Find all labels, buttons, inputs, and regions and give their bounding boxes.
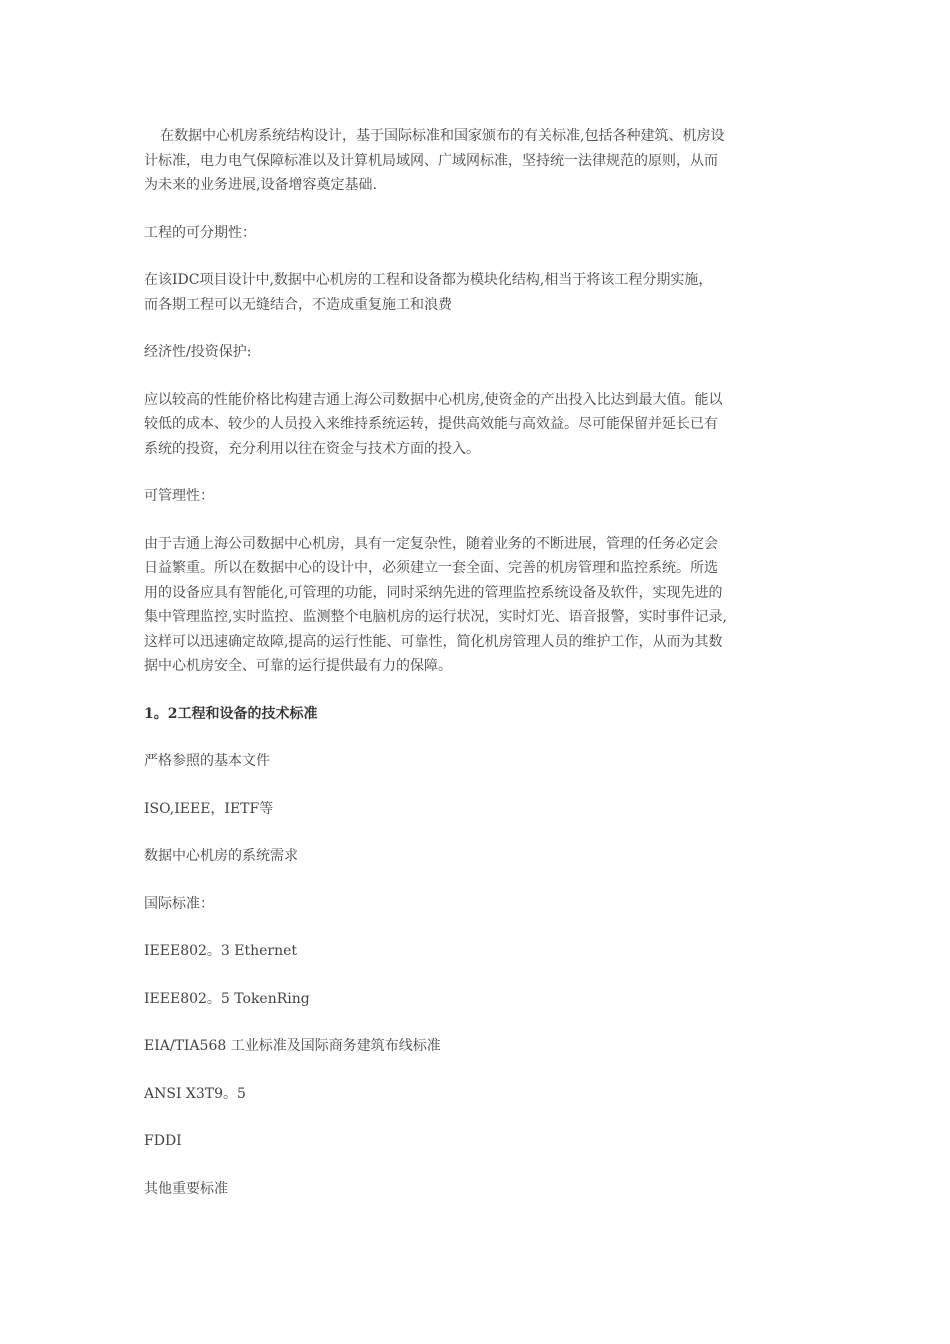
paragraph-phased xyxy=(144,268,812,317)
text-line: 可管理性： xyxy=(144,488,214,504)
subheading-economy xyxy=(144,340,812,365)
text-line: 在该IDC项目设计中,数据中心机房的工程和设备都为模块化结构,相当于将该工程分期实施， xyxy=(144,272,713,288)
list-item: 国际标准： xyxy=(144,895,214,912)
document-body xyxy=(144,124,812,1224)
list-item: 严格参照的基本文件 xyxy=(144,753,270,769)
text-line: 系统的投资，充分利用以往在资金与技术方面的投入。 xyxy=(144,440,480,457)
text-line: 为未来的业务进展,设备增容奠定基础. xyxy=(144,177,377,193)
list-item: ANSI X3T9。5 xyxy=(144,1085,246,1102)
text-line: 用的设备应具有智能化,可管理的功能，同时采纳先进的管理监控系统设备及软件，实现先进的 xyxy=(144,584,723,601)
list-item: 其他重要标准 xyxy=(144,1180,228,1197)
section-heading: 1。2工程和设备的技术标准 xyxy=(144,705,318,722)
text-line: 由于吉通上海公司数据中心机房，具有一定复杂性，随着业务的不断进展，管理的任务必定会 xyxy=(144,535,718,552)
text-line: 据中心机房安全、可靠的运行提供最有力的保障。 xyxy=(144,658,452,674)
subheading-phased xyxy=(144,221,812,246)
text-line: 计标准，电力电气保障标准以及计算机局域网、广域网标准，坚持统一法律规范的原则，从而 xyxy=(144,152,718,169)
text-line: 集中管理监控,实时监控、监测整个电脑机房的运行状况，实时灯光、语音报警，实时事件记录, xyxy=(144,609,727,625)
text-line: 而各期工程可以无缝结合，不造成重复施工和浪费 xyxy=(144,296,452,313)
text-line: 经济性/投资保护: xyxy=(144,344,252,360)
text-line: 这样可以迅速确定故障,提高的运行性能、可靠性，简化机房管理人员的维护工作，从而为其数 xyxy=(144,633,723,650)
text-line: 工程的可分期性： xyxy=(144,224,256,241)
subheading-manageability xyxy=(144,484,812,509)
text-line: 日益繁重。所以在数据中心的设计中，必须建立一套全面、完善的机房管理和监控系统。所选 xyxy=(144,560,718,576)
list-item: IEEE802。5 TokenRing xyxy=(144,990,310,1007)
text-line: 较低的成本、较少的人员投入来维持系统运转，提供高效能与高效益。尽可能保留并延长已有 xyxy=(144,416,718,432)
list-item: IEEE802。3 Ethernet xyxy=(144,943,298,959)
paragraph-design-basis xyxy=(144,124,812,198)
paragraph-economy xyxy=(144,388,812,462)
list-item: EIA/TIA568 工业标准及国际商务建筑布线标准 xyxy=(144,1038,441,1054)
text-line: 应以较高的性能价格比构建吉通上海公司数据中心机房,使资金的产出投入比达到最大值。能以 xyxy=(144,391,723,408)
list-item: ISO,IEEE，IETF等 xyxy=(144,800,274,817)
list-item: FDDI xyxy=(144,1133,182,1149)
paragraph-manageability xyxy=(144,532,812,679)
list-item: 数据中心机房的系统需求 xyxy=(144,848,298,864)
text-line: 在数据中心机房系统结构设计，基于国际标准和国家颁布的有关标准,包括各种建筑、机房设 xyxy=(160,128,725,144)
